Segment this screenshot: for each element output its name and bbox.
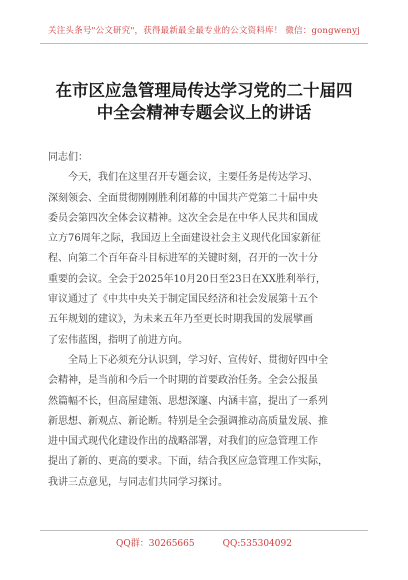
- header-divider: [40, 43, 368, 44]
- title-line-1: 在市区应急管理局传达学习党的二十届四: [55, 81, 353, 100]
- paragraph-1-line-2: 深刻领会、全面贯彻刚刚胜利闭幕的中国共产党第二十届中央: [48, 192, 318, 204]
- paragraph-1-line-4: 立方76周年之际，我国迈上全面建设社会主义现代化国家新征: [48, 233, 321, 245]
- paragraph-2-line-1: 全局上下必须充分认识到，学习好、宣传好、贯彻好四中全: [68, 354, 328, 366]
- paragraph-1-line-9: 了宏伟蓝图，指明了前进方向。: [48, 334, 188, 346]
- paragraph-2-line-2: 会精神，是当前和今后一个时期的首要政治任务。全会公报虽: [48, 375, 318, 387]
- document-body: [48, 148, 360, 493]
- qq-contact-label: QQ:535304092: [222, 539, 292, 549]
- qq-group-label: QQ群：30265665: [116, 539, 195, 549]
- document-title: [28, 80, 380, 124]
- footer-contact: [0, 536, 408, 549]
- paragraph-1-line-5: 程、向第二个百年奋斗目标进军的关键时刻，召开的一次十分: [48, 253, 318, 265]
- paragraph-2-line-5: 进中国式现代化建设作出的战略部署，对我们的应急管理工作: [48, 436, 318, 448]
- paragraph-1-line-3: 委员会第四次全体会议精神。这次全会是在中华人民共和国成: [48, 212, 318, 224]
- title-line-2: 中全会精神专题会议上的讲话: [96, 103, 312, 122]
- paragraph-2-line-4: 新思想、新观点、新论断。特别是全会强调推动高质量发展、推: [48, 415, 328, 427]
- footer-divider: [40, 530, 368, 531]
- paragraph-1-line-7: 审议通过了《中共中央关于制定国民经济和社会发展第十五个: [48, 294, 318, 306]
- paragraph-2-line-7: 我讲三点意见，与同志们共同学习探讨。: [48, 476, 228, 488]
- paragraph-2-line-3: 然篇幅不长，但高屋建瓴、思想深邃、内涵丰富，提出了一系列: [48, 395, 328, 407]
- paragraph-1-line-6: 重要的会议。全会于2025年10月20日至23日在XX胜利举行，: [48, 273, 326, 285]
- paragraph-1-line-8: 五年规划的建议》，为未来五年乃至更长时期我国的发展擘画: [48, 314, 313, 326]
- paragraph-1-line-1: 今天，我们在这里召开专题会议，主要任务是传达学习、: [68, 172, 318, 184]
- paragraph-2-line-6: 提出了新的、更高的要求。下面，结合我区应急管理工作实际，: [48, 456, 328, 468]
- header-banner: 关注头条号"公文研究"，获得最新最全最专业的公文资料库！ 微信：gongwenyj: [48, 26, 360, 36]
- salutation: 同志们：: [48, 152, 88, 163]
